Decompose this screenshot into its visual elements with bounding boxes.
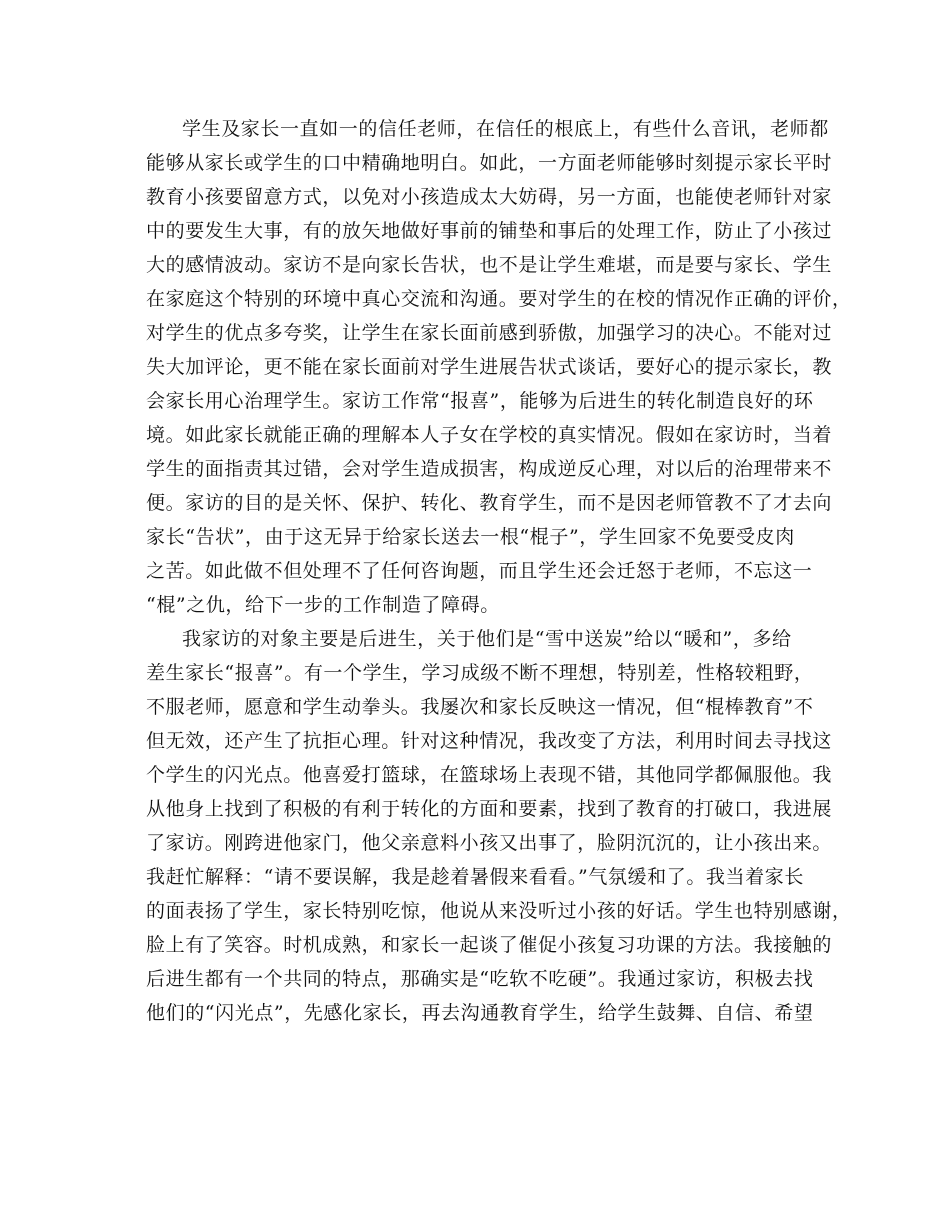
text-line-7: 对学生的优点多夸奖，让学生在家长面前感到骄傲，加强学习的决心。不能对过	[146, 322, 833, 344]
text-line-20: 个学生的闪光点。他喜爱打篮球，在篮球场上表现不错，其他同学都佩服他。我	[146, 764, 833, 786]
text-line-22: 了家访。刚跨进他家门，他父亲意料小孩又出事了，脸阴沉沉的，让小孩出来。	[146, 832, 833, 854]
text-line-21: 从他身上找到了积极的有利于转化的方面和要素，找到了教育的打破口，我进展	[146, 798, 833, 820]
text-line-6: 在家庭这个特别的环境中真心交流和沟通。要对学生的在校的情况作正确的评价，	[146, 288, 852, 310]
text-line-15: “棍”之仇，给下一步的工作制造了障碍。	[146, 594, 500, 616]
text-line-24: 的面表扬了学生，家长特别吃惊，他说从来没听过小孩的好话。学生也特别感谢，	[146, 900, 852, 922]
text-line-25: 脸上有了笑容。时机成熟，和家长一起谈了催促小孩复习功课的方法。我接触的	[146, 934, 833, 956]
text-line-11: 学生的面指责其过错，会对学生造成损害，构成逆反心理，对以后的治理带来不	[146, 458, 833, 480]
text-line-17: 差生家长“报喜”。有一个学生，学习成级不断不理想，特别差，性格较粗野，	[146, 662, 814, 684]
text-line-23: 我赶忙解释：“请不要误解，我是趁着暑假来看看。”气氛缓和了。我当着家长	[146, 866, 804, 888]
text-line-26: 后进生都有一个共同的特点，那确实是“吃软不吃硬”。我通过家访，积极去找	[146, 968, 814, 990]
text-line-10: 境。如此家长就能正确的理解本人子女在学校的真实情况。假如在家访时，当着	[146, 424, 833, 446]
text-line-5: 大的感情波动。家访不是向家长告状，也不是让学生难堪，而是要与家长、学生	[146, 254, 833, 276]
text-line-2: 能够从家长或学生的口中精确地明白。如此，一方面老师能够时刻提示家长平时	[146, 152, 833, 174]
text-line-18: 不服老师，愿意和学生动拳头。我屡次和家长反映这一情况，但“棍棒教育”不	[146, 696, 814, 718]
text-line-1: 学生及家长一直如一的信任老师，在信任的根底上，有些什么音讯，老师都	[182, 118, 829, 140]
text-line-3: 教育小孩要留意方式，以免对小孩造成太大妨碍，另一方面，也能使老师针对家	[146, 186, 833, 208]
text-line-14: 之苦。如此做不但处理不了任何咨询题，而且学生还会迁怒于老师，不忘这一	[146, 560, 813, 582]
text-line-8: 失大加评论，更不能在家长面前对学生进展告状式谈话，要好心的提示家长，教	[146, 356, 833, 378]
text-line-19: 但无效，还产生了抗拒心理。针对这种情况，我改变了方法，利用时间去寻找这	[146, 730, 833, 752]
text-line-9: 会家长用心治理学生。家访工作常“报喜”，能够为后进生的转化制造良好的环	[146, 390, 814, 412]
text-line-12: 便。家访的目的是关怀、保护、转化、教育学生，而不是因老师管教不了才去向	[146, 492, 833, 514]
text-line-27: 他们的“闪光点”，先感化家长，再去沟通教育学生，给学生鼓舞、自信、希望	[146, 1002, 814, 1024]
text-line-4: 中的要发生大事，有的放矢地做好事前的铺垫和事后的处理工作，防止了小孩过	[146, 220, 833, 242]
text-line-16: 我家访的对象主要是后进生，关于他们是“雪中送炭”给以“暖和”，多给	[182, 628, 792, 650]
text-line-13: 家长“告状”，由于这无异于给家长送去一根“棍子”，学生回家不免要受皮肉	[146, 526, 795, 548]
